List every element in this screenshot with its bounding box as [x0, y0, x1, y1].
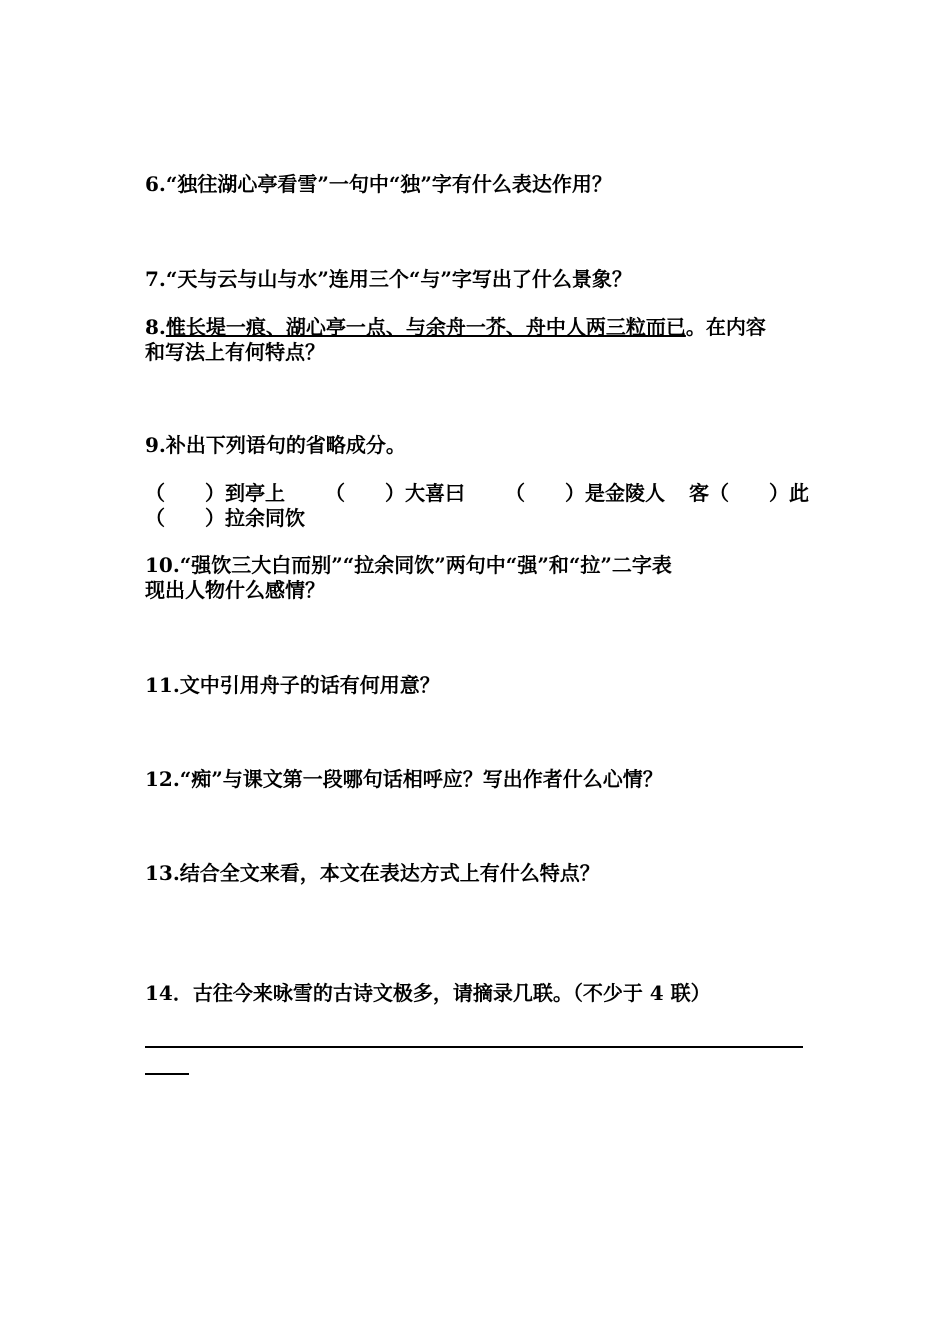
question-11: 11.文中引用舟子的话有何用意？ [145, 673, 440, 697]
question-12: 12.“痴”与课文第一段哪句话相呼应？写出作者什么心情？ [145, 767, 663, 791]
question-9: 9.补出下列语句的省略成分。 [145, 433, 406, 457]
question-8-rest: 。在内容 [685, 315, 766, 339]
question-7: 7.“天与云与山与水”连用三个“与”字写出了什么景象？ [145, 267, 632, 291]
blank-item: （ ）到亭上 [145, 481, 285, 505]
question-10: 10.“强饮三大白而别”“拉余同饮”两句中“强”和“拉”二字表 [145, 553, 672, 577]
blank-item: （ ）拉余同饮 [145, 506, 305, 530]
question-10-line2: 现出人物什么感情？ [145, 578, 325, 602]
question-6: 6.“独往湖心亭看雪”一句中“独”字有什么表达作用？ [145, 172, 612, 196]
answer-line-continuation [145, 1073, 189, 1075]
blank-item: （ ）是金陵人 [505, 481, 665, 505]
answer-line [145, 1046, 803, 1048]
question-8-number: 8. [145, 315, 166, 339]
blank-item: 客（ ）此 [689, 481, 809, 505]
question-8-line2: 和写法上有何特点？ [145, 340, 325, 364]
question-13: 13.结合全文来看，本文在表达方式上有什么特点？ [145, 861, 600, 885]
question-8 [145, 315, 807, 340]
question-14: 14．古往今来咏雪的古诗文极多，请摘录几联。（不少于 4 联） [145, 981, 711, 1005]
blank-item: （ ）大喜曰 [325, 481, 465, 505]
question-8-quote: 惟长堤一痕、湖心亭一点、与余舟一芥、舟中人两三粒而已 [165, 315, 686, 339]
